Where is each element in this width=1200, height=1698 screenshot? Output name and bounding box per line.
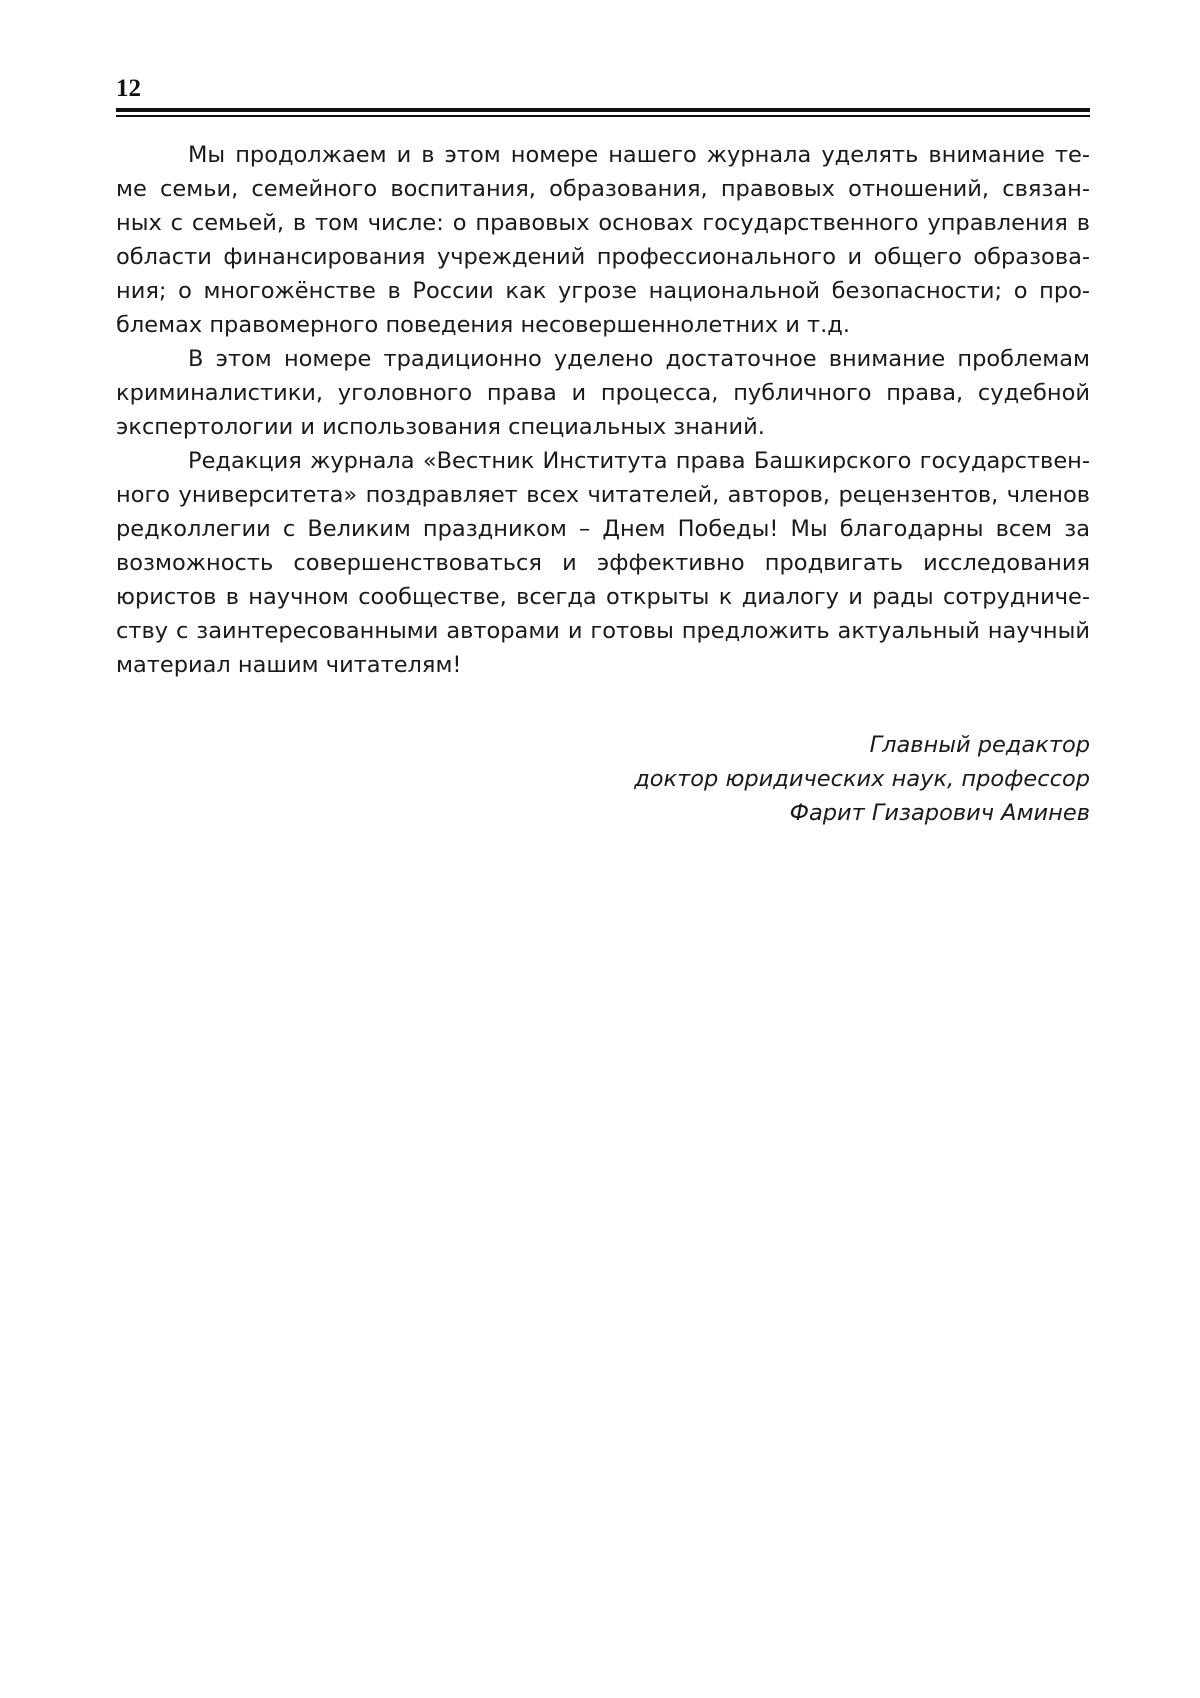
paragraph-line: материал нашим читателям! [116, 652, 462, 678]
paragraph-line: ных с семьей, в том числе: о правовых основах государственного управления в [116, 210, 1090, 236]
paragraph-congratulations [116, 444, 1090, 682]
paragraph-line: возможность совершенствоваться и эффективно продвигать исследования [116, 550, 1090, 576]
paragraph-line: ству с заинтересованными авторами и готовы предложить актуальный научный [116, 618, 1090, 644]
signature-role: Главный редактор [869, 732, 1090, 758]
paragraph-line: Редакция журнала «Вестник Института права Башкирского государствен- [188, 448, 1090, 474]
signature-degree: доктор юридических наук, профессор [634, 766, 1090, 792]
header-divider-thick [116, 108, 1090, 112]
editorial-body [116, 138, 1090, 682]
paragraph-line: области финансирования учреждений профессионального и общего образова- [116, 244, 1090, 270]
editor-signature [450, 728, 1090, 830]
paragraph-line: Мы продолжаем и в этом номере нашего журнала уделять внимание те- [188, 142, 1090, 168]
paragraph-line: экспертологии и использования специальных знаний. [116, 414, 765, 440]
paragraph-line: ния; о многожёнстве в России как угрозе национальной безопасности; о про- [116, 278, 1090, 304]
header-divider [116, 108, 1090, 117]
paragraph-line: В этом номере традиционно уделено достаточное внимание проблемам [188, 346, 1090, 372]
paragraph-line: ного университета» поздравляет всех читателей, авторов, рецензентов, членов [116, 482, 1090, 508]
paragraph-line: юристов в научном сообществе, всегда открыты к диалогу и рады сотрудниче- [116, 584, 1090, 610]
paragraph-line: блемах правомерного поведения несовершеннолетних и т.д. [116, 312, 851, 338]
paragraph-criminalistics [116, 342, 1090, 444]
paragraph-line: редколлегии с Великим праздником – Днем Победы! Мы благодарны всем за [116, 516, 1090, 542]
paragraph-line: ме семьи, семейного воспитания, образования, правовых отношений, связан- [116, 176, 1090, 202]
page-number: 12 [116, 75, 141, 102]
signature-name: Фарит Гизарович Аминев [789, 800, 1090, 826]
header-divider-thin [116, 115, 1090, 117]
paragraph-topics [116, 138, 1090, 342]
paragraph-line: криминалистики, уголовного права и процесса, публичного права, судебной [116, 380, 1090, 406]
